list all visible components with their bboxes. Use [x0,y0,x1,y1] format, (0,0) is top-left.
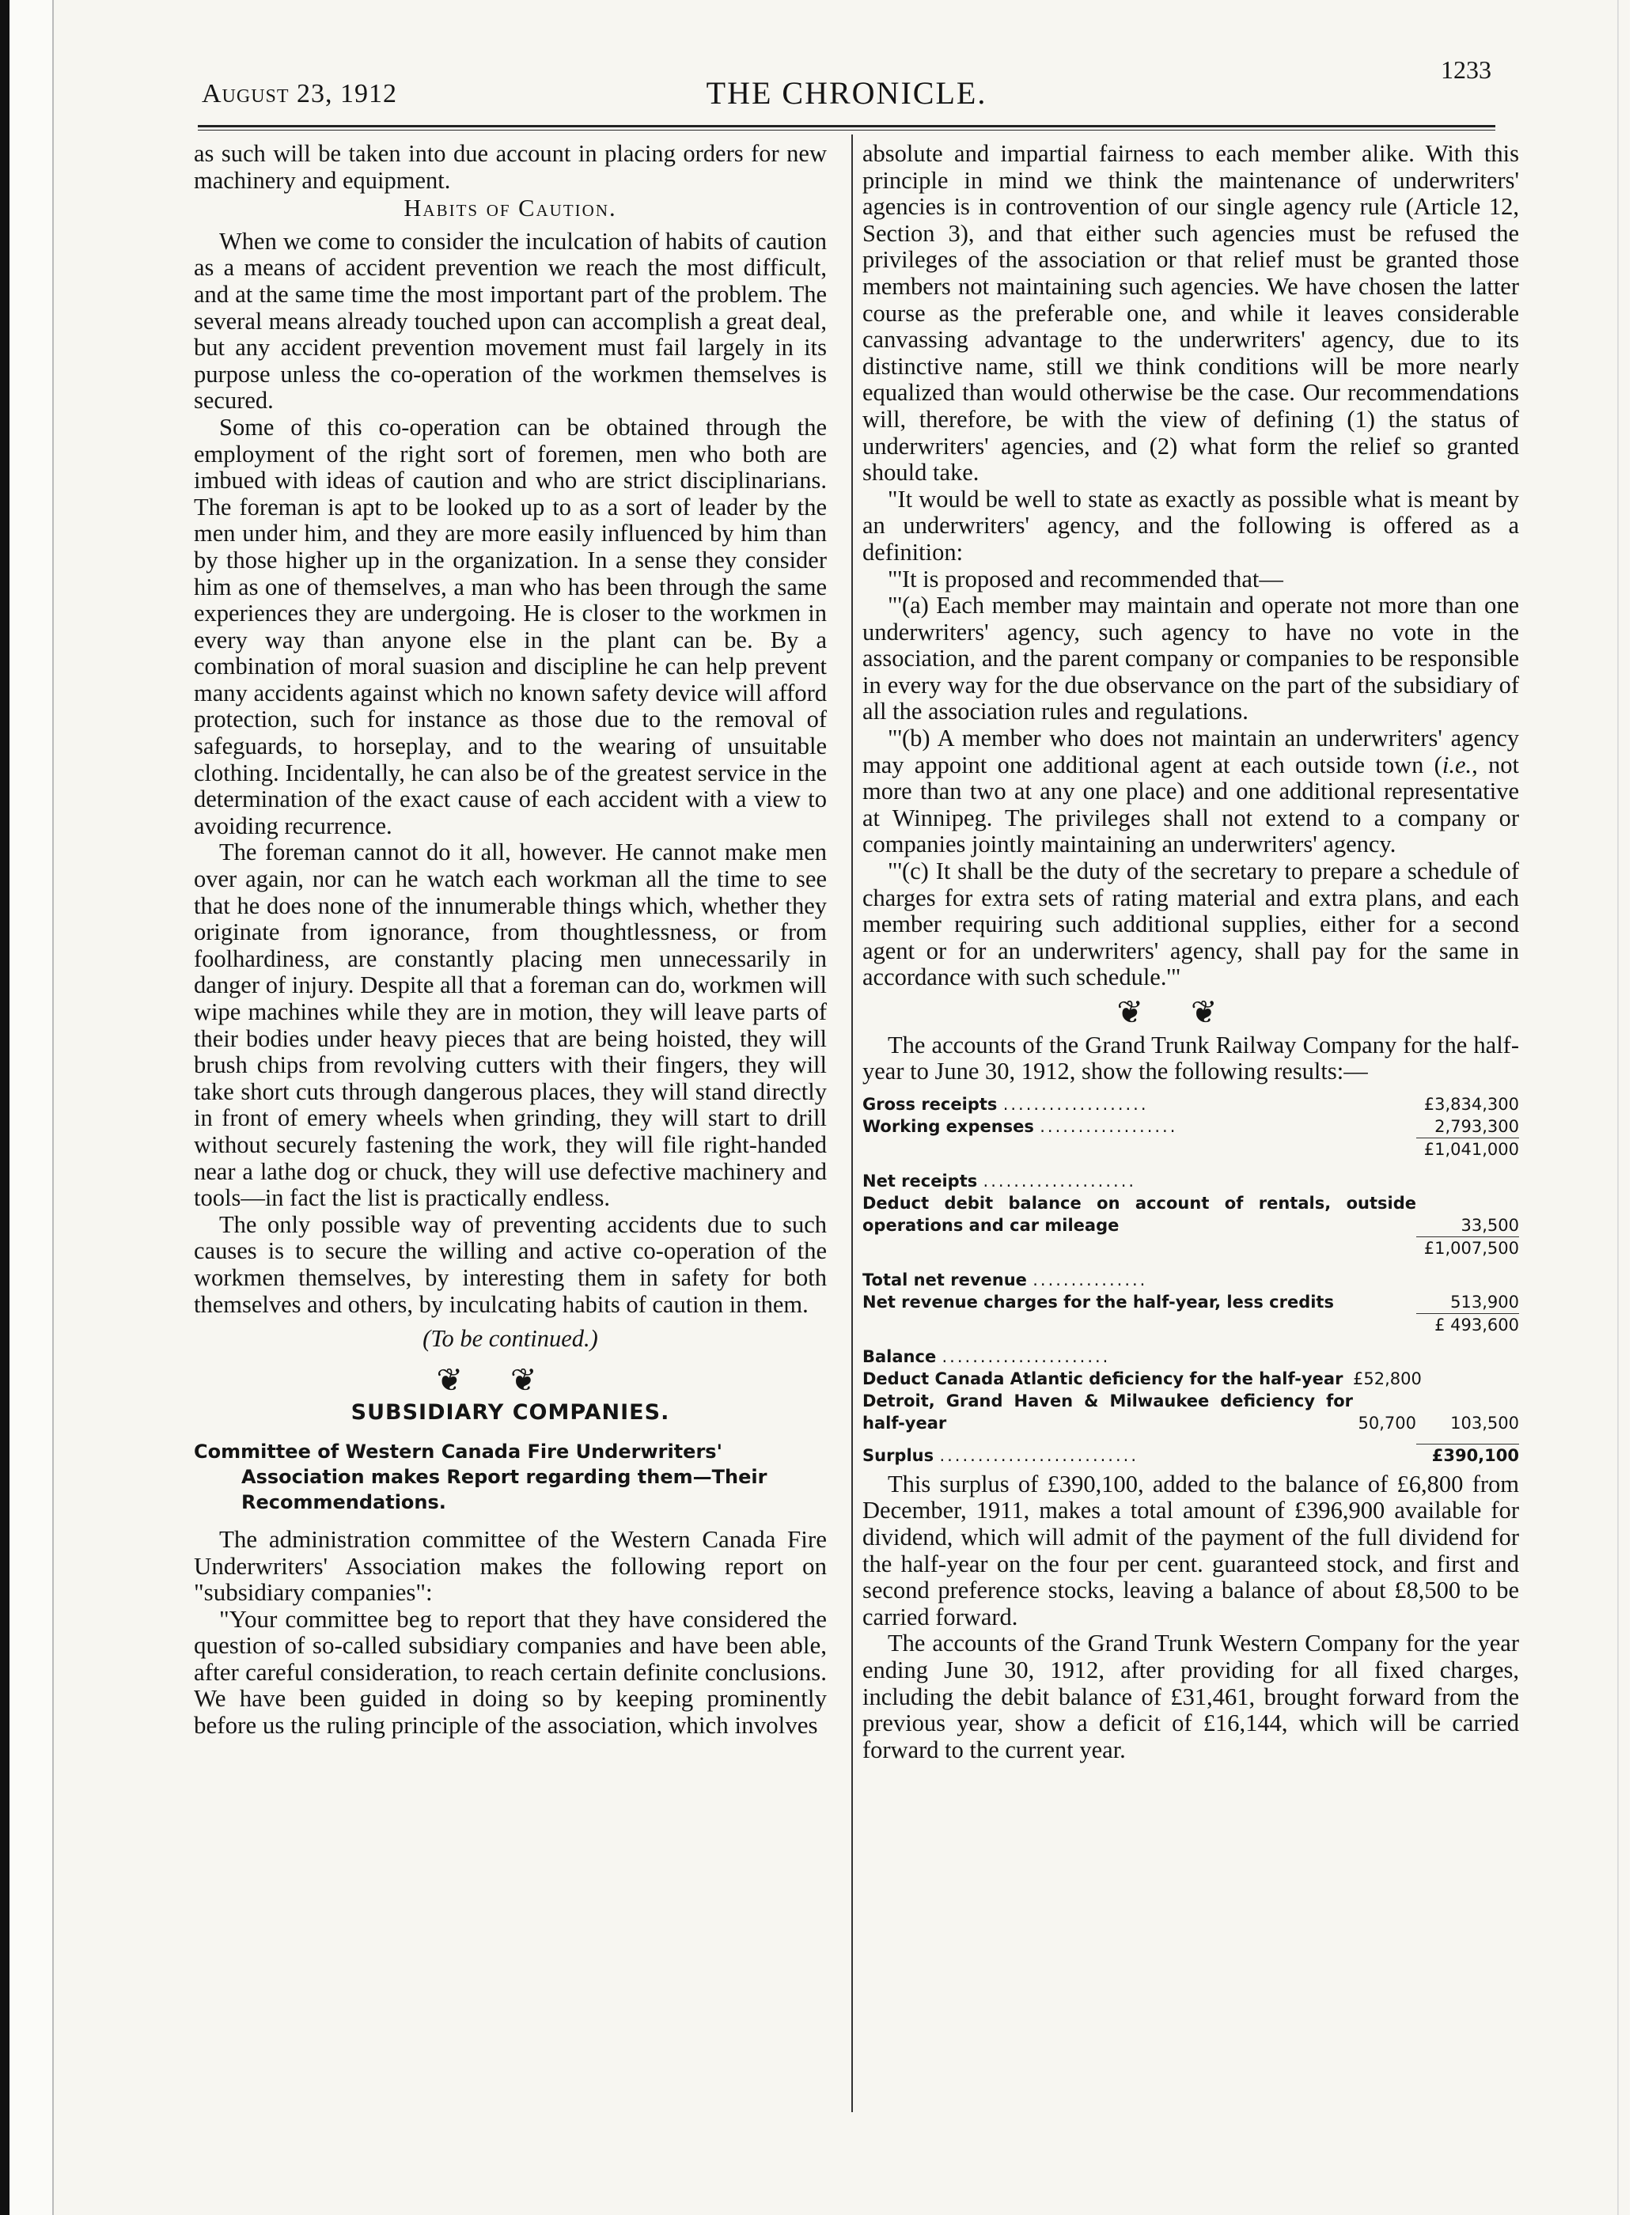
account-value: £3,834,300 [1423,1094,1519,1114]
paragraph: Some of this co-operation can be obtained through the employment of the right sort of foremen, men who both are imbued with ideas of caution and who are strict disciplinarians. The foreman is apt to be looked up to as a sort of leader by the men under him, and they are more easily influenced by him than by those higher up in the organization. In a sense they consider him as one of themselves, a man who has been through the same experiences they are undergoing. He is closer to the workmen in every way than anyone else in the plant can be. By a combination of moral suasion and discipline he can help prevent many accidents against which no known safety device will afford protection, such for instance as those due to the removal of safeguards, to horseplay, and to the wearing of unsuitable clothing. Incidentally, he can also be of the greatest service in the determination of the exact cause of each accident with a view to avoiding recurrence. [194,413,827,839]
column-divider [851,134,853,2112]
paragraph: "'It is proposed and recommended that— [888,565,1283,593]
accounts-table [862,1093,1519,1467]
account-subtotal: £1,041,000 [1416,1138,1519,1161]
paragraph: The accounts of the Grand Trunk Railway Company for the half-year to June 30, 1912, show the following results:— [862,1031,1519,1085]
account-row [862,1444,1519,1467]
account-row [862,1390,1519,1434]
account-row [862,1115,1519,1138]
paragraph: "'(c) It shall be the duty of the secretary to prepare a schedule of charges for extra sets of rating material and extra plans, and each member requiring such additional supplies, either for a second agent or for an underwriters' agency, shall pay for the same in accordance with such schedule.'" [862,858,1519,991]
paragraph: The accounts of the Grand Trunk Western Company for the year ending June 30, 1912, after providing for all fixed charges, including the debit balance of £31,461, brought forward from the previous year, show a deficit of £16,144, which will be carried forward to the current year. [862,1630,1519,1763]
text-span: , not more than two at any one place) and one additional representative at Winnipeg. The privileges shall not extend to a company or companies jointly maintaining an underwriters' agency. [862,751,1520,858]
account-label: Net receipts .................... [862,1171,1137,1191]
account-label: Balance ...................... [862,1346,1111,1366]
account-label: Working expenses .................. [862,1116,1178,1136]
paragraph: absolute and impartial fairness to each member alike. With this principle in mind we think the maintenance of underwriters' agencies is in controvention of our single agency rule (Article 12, Section 3), and that either such agencies must be refused the privileges of the association or that relief must be granted those members not maintaining such agencies. We have chosen the latter course as the preferable one, and while it leaves considerable canvassing advantage to the underwriters' agency, due to its distinctive name, still we think conditions will be more nearly equalized than would otherwise be the case. Our recommendations will, therefore, be with the view of defining (1) the status of underwriters' agencies, and (2) what form the relief so granted should take. [862,140,1519,487]
paragraph: This surplus of £390,100, added to the balance of £6,800 from December, 1911, makes a total amount of £396,900 available for dividend, which will admit of the payment of the full dividend for the half-year on the four per cent. guaranteed stock, and first and second preference stocks, leaving a balance of about £8,500 to be carried forward. [862,1470,1519,1630]
paragraph: The only possible way of preventing accidents due to such causes is to secure the willing and active co-operation of the workmen themselves, by interesting them in safety for both themselves and others, by inculcating habits of caution in them. [194,1210,827,1318]
continued-note: (To be continued.) [422,1325,598,1353]
header-rule [198,125,1495,127]
account-subtotal: £1,007,500 [1416,1236,1519,1259]
account-value: 2,793,300 [1434,1116,1519,1136]
account-row [862,1192,1519,1236]
account-label: Deduct Canada Atlantic deficiency for the half-year [862,1369,1343,1388]
account-row [862,1269,1519,1291]
right-column [862,141,1519,1763]
article-subtitle: Committee of Western Canada Fire Underwriters' Association makes Report regarding them—Their Recommendations. [194,1440,767,1513]
account-label: Total net revenue ............... [862,1270,1148,1289]
account-row [862,1236,1519,1259]
account-value: 513,900 [1450,1292,1519,1312]
account-label: Gross receipts ................... [862,1094,1149,1114]
issue-date: August 23, 1912 [202,79,398,108]
text-span: "'(b) A member who does not maintain an underwriters' agency may appoint one additional agent at each outside town ( [862,725,1519,778]
italic-abbrev: i.e. [1442,751,1472,778]
left-column [194,141,827,1739]
ornament-divider: ❦❦ [436,1361,585,1398]
paragraph: "'(a) Each member may maintain and operate not more than one underwriters' agency, such agency to have no vote in the association, and the parent company or companies to be responsible in every way for the due observance on the part of the subsidiary of all the association rules and regulations. [862,592,1519,725]
header-rule-thin [198,130,1495,131]
account-value: 50,700 [1358,1413,1416,1433]
account-row [862,1313,1519,1336]
account-value: £52,800 [1353,1369,1422,1388]
account-row [862,1368,1519,1390]
section-subhead: Habits of Caution. [404,195,617,222]
account-row [862,1093,1519,1115]
account-label: Surplus .......................... [862,1445,1139,1465]
account-value: £390,100 [1416,1444,1519,1467]
page-number: 1233 [1441,55,1491,84]
paragraph: When we come to consider the inculcation of habits of caution as a means of accident prevention we reach the most difficult, and at the same time the most important part of the problem. The several means already touched upon can accomplish a great deal, but any accident prevention movement must fail largely in its purpose unless the co-operation of the workmen themselves is secured. [194,227,827,415]
account-row [862,1291,1519,1313]
account-value: 103,500 [1450,1413,1519,1433]
account-value: 33,500 [1461,1215,1519,1235]
intro-paragraph: as such will be taken into due account in placing orders for new machinery and equipment. [194,140,827,194]
account-label: Detroit, Grand Haven & Milwaukee deficiency for half-year [862,1391,1353,1433]
paragraph: The administration committee of the Western Canada Fire Underwriters' Association makes the following report on "subsidiary companies": [194,1524,827,1607]
paragraph [862,725,1519,858]
account-label: Net revenue charges for the half-year, less credits [862,1292,1334,1312]
account-row [862,1170,1519,1192]
paragraph: The foreman cannot do it all, however. He cannot make men over again, nor can he watch each workman all the time to see that he does none of the innumerable things which, whether they originate from ignorance, from thoughtlessness, or from foolhardiness, are constantly placing men unnecessarily in danger of injury. Despite all that a foreman can do, workmen will wipe machines while they are in motion, they will leave parts of their bodies under heavy pieces that are being hoisted, they will brush chips from revolving cutters with their fingers, they will take short cuts through dangerous places, they will stand directly in front of emery wheels when grinding, they will start to drill without securely fastening the work, they will file right-handed near a lathe dog or chuck, they will use defective machinery and tools—in fact the list is practically endless. [194,839,827,1212]
ornament-divider: ❦❦ [1116,994,1265,1030]
publication-title: THE CHRONICLE. [706,75,987,111]
account-row [862,1138,1519,1161]
paragraph: "Your committee beg to report that they have considered the question of so-called subsidiary companies and have been able, after careful consideration, to reach certain definite conclusions. We have been guided in doing so by keeping prominently before us the ruling principle of the association, which involves [194,1604,827,1740]
article-title: SUBSIDIARY COMPANIES. [350,1400,670,1426]
account-label: Deduct debit balance on account of rentals, outside operations and car mileage [862,1193,1416,1235]
account-subtotal: £ 493,600 [1416,1313,1519,1336]
page-header [202,55,1491,119]
account-row [862,1346,1519,1368]
paragraph: "It would be well to state as exactly as possible what is meant by an underwriters' agency, and the following is offered as a definition: [862,485,1519,566]
